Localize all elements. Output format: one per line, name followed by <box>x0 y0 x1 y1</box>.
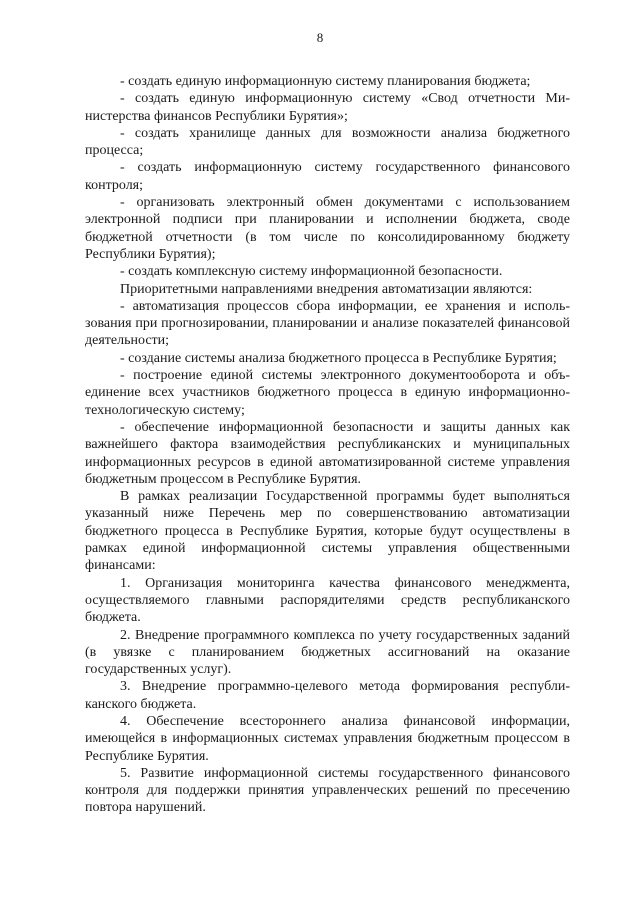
list-item: - построение единой системы электронного документооборота и объединение всех участников бюджетного процесса в единую информационно-технологическую систему; <box>85 368 570 418</box>
numbered-item: 5. Развитие информационной системы государственного финансового контроля для поддержки принятия управленческих решений по пресечению повтора нарушений. <box>85 765 570 816</box>
list-item: - создать единую информационную систему «Свод отчетности Министерства финансов Республики Бурятия»; <box>85 91 570 124</box>
page-number: 8 <box>316 30 324 45</box>
section-intro-paragraph: Приоритетными направлениями внедрения автоматизации являются: <box>120 281 533 297</box>
list-item: - создать хранилище данных для возможности анализа бюджетного процесса; <box>85 125 570 159</box>
list-item: - создать информационную систему государственного финансового контроля; <box>85 160 570 193</box>
numbered-item: 1. Организация мониторинга качества финансового менеджмента, осуществляемого главными распорядителями средств республиканского бюджета. <box>85 575 570 626</box>
numbered-item: 2. Внедрение программного комплекса по учету государственных заданий (в увязке с планированием бюджетных ассигнований на оказание государственных услуг). <box>85 627 570 678</box>
list-item: - организовать электронный обмен документами с использованием электронной подписи при планировании и исполнении бюджета, своде бюджетной отчетности (в том числе по консолидированному бюджету Республики Бурятия); <box>85 195 570 262</box>
program-measures-paragraph: В рамках реализации Государственной программы будет выполняться указанный ниже Перечень мер по совершенствованию автоматизации бюджетного процесса в Республике Бурятия, которые будут осуществлены в рамках единой информационной системы управления общественными финансами: <box>85 489 570 574</box>
list-item: - обеспечение информационной безопасности и защиты данных как важнейшего фактора взаимодействия республиканских и муниципальных информационных ресурсов в единой автоматизированной системе управления бюджетным процессом в Республике Бурятия. <box>85 419 570 487</box>
numbered-item: 3. Внедрение программно-целевого метода формирования республиканского бюджета. <box>85 679 570 712</box>
list-item: - создать комплексную систему информационной безопасности. <box>120 264 503 280</box>
numbered-item: 4. Обеспечение всестороннего анализа финансовой информации, имеющейся в информационных системах управления бюджетным процессом в Республике Бурятия. <box>85 713 570 764</box>
list-item: - автоматизация процессов сбора информации, ее хранения и использования при прогнозировании, планировании и анализе показателей финансовой деятельности; <box>85 298 570 349</box>
document-body <box>85 73 570 817</box>
list-item: - создание системы анализа бюджетного процесса в Республике Бурятия; <box>120 350 557 366</box>
list-item: - создать единую информационную систему планирования бюджета; <box>120 74 531 89</box>
